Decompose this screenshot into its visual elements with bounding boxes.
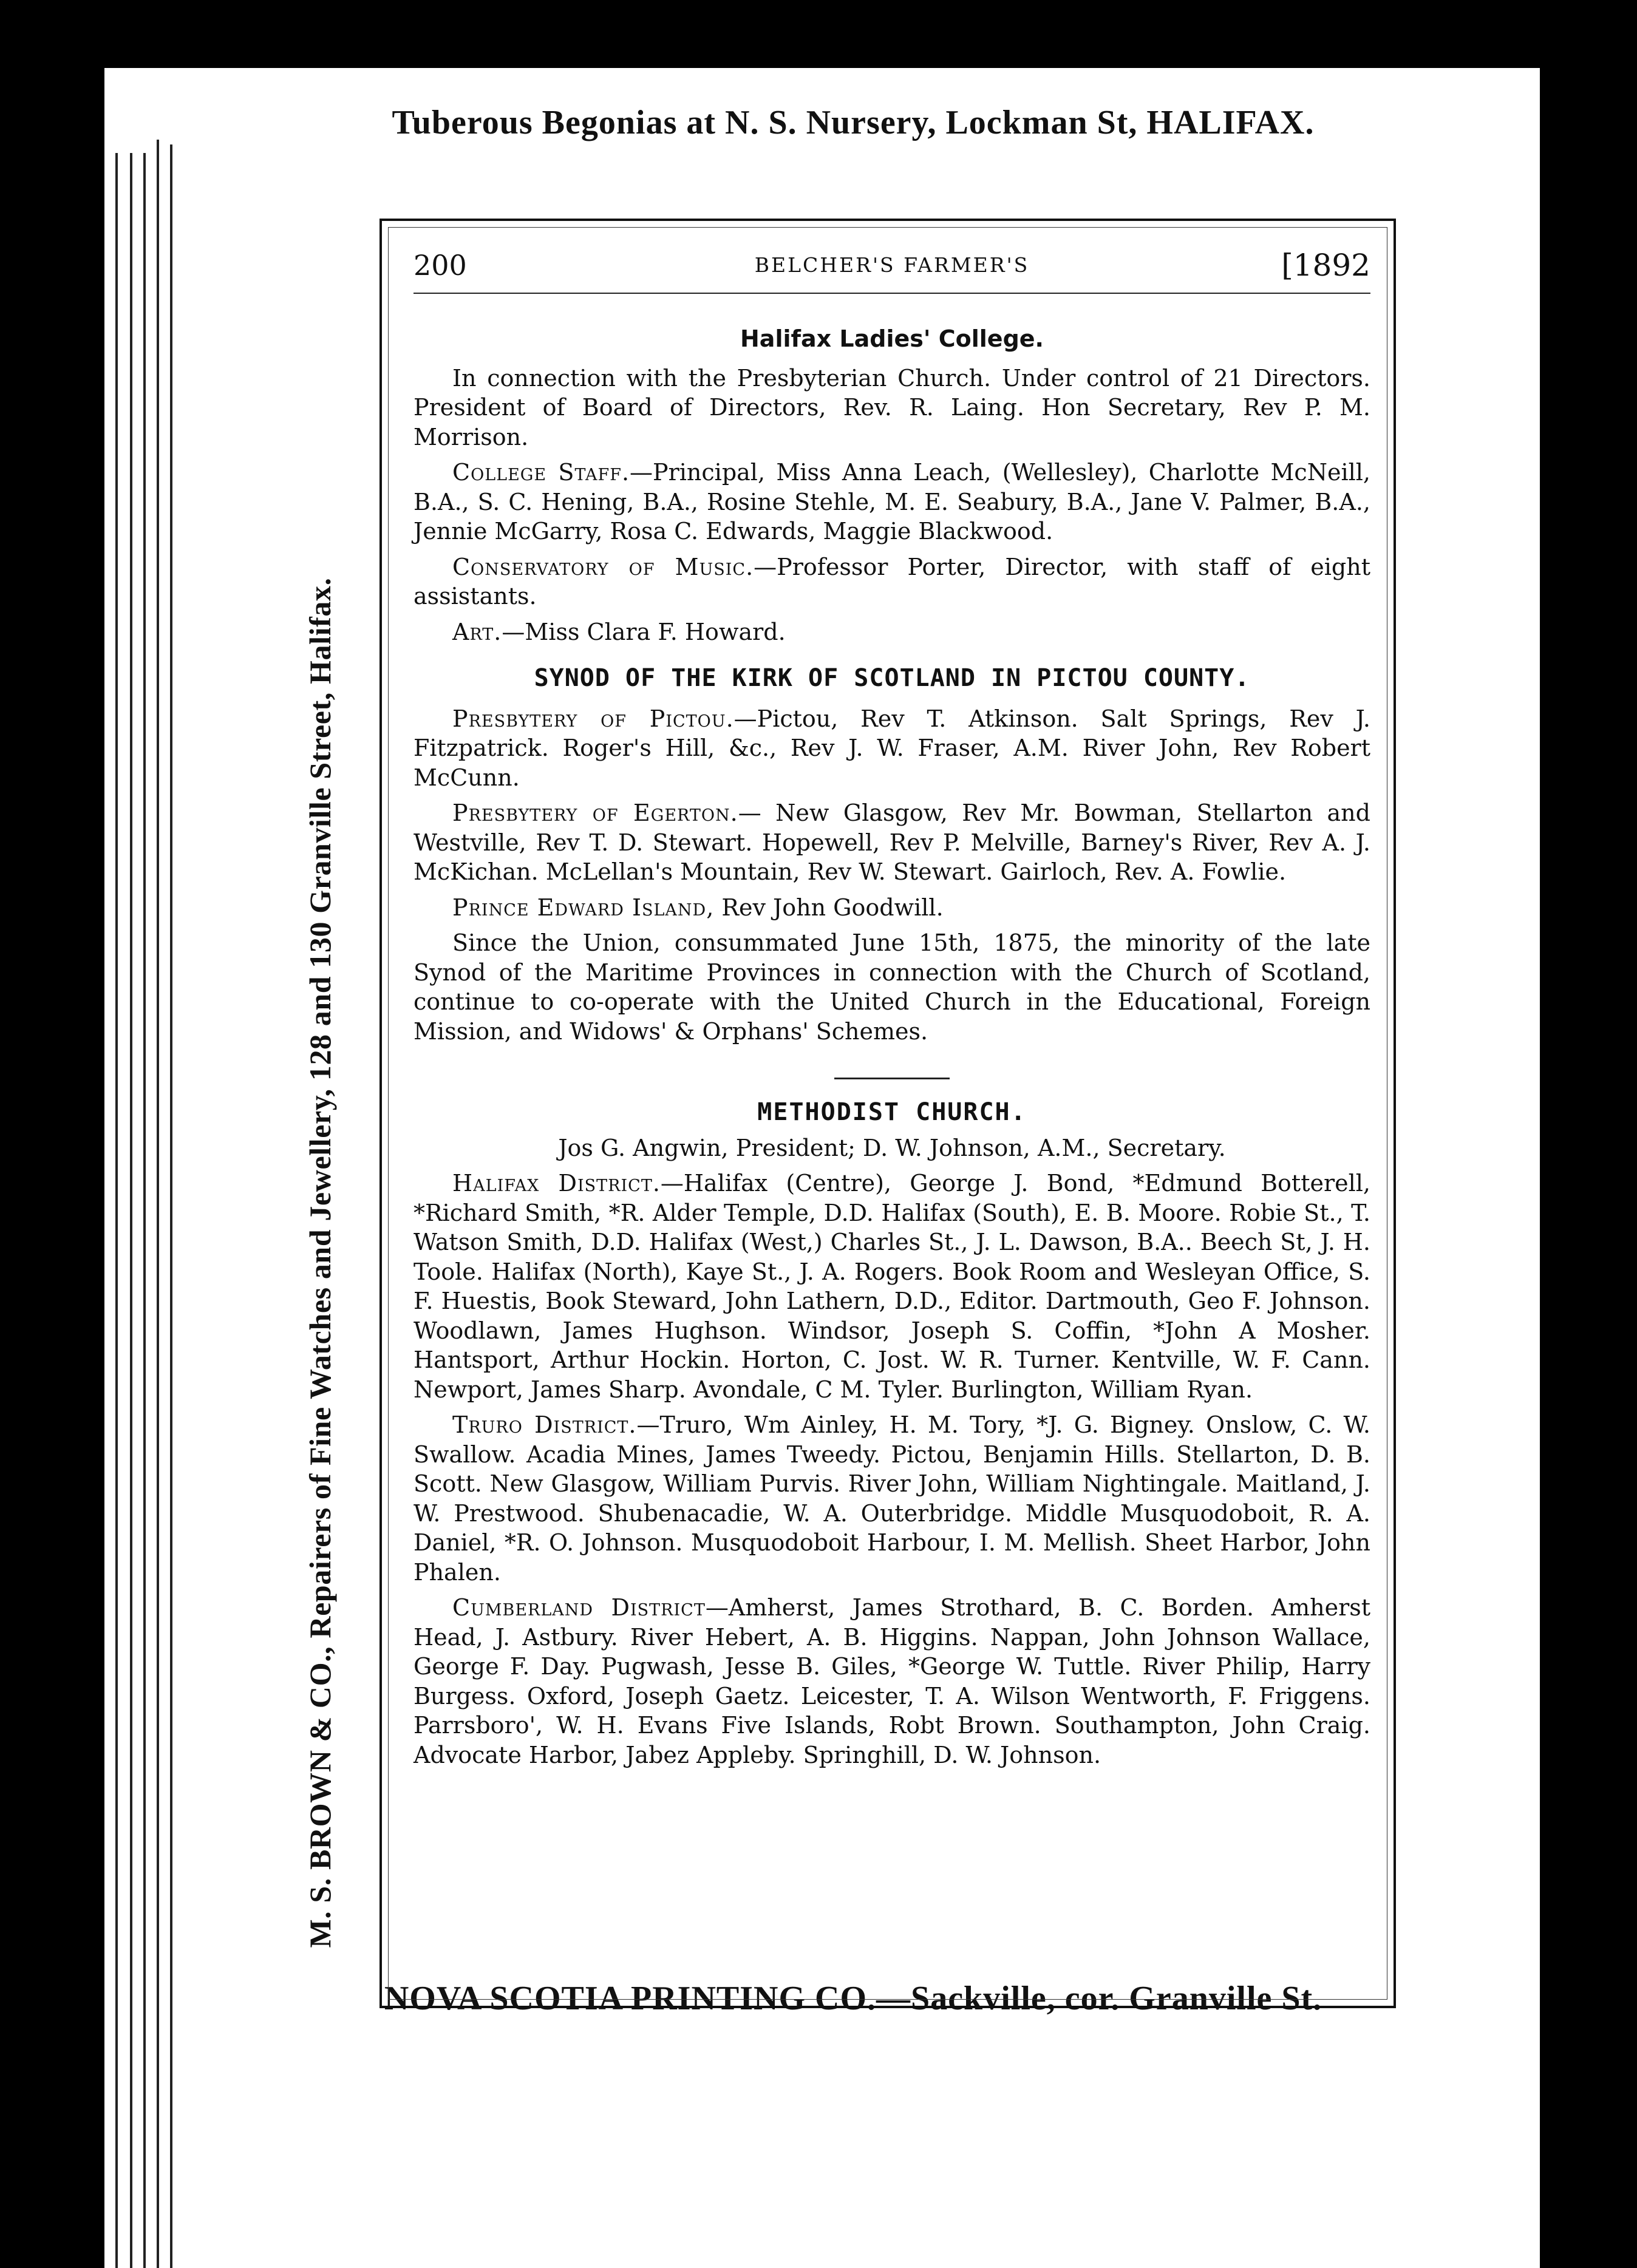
page-frame [379,219,1396,2008]
entry-label: Prince Edward Island, [452,894,715,921]
page-edge [143,153,146,2268]
page-edge [157,140,159,2268]
page-body [414,324,1370,1776]
synod-heading: SYNOD OF THE KIRK OF SCOTLAND IN PICTOU COUNTY. [534,664,1250,692]
entry-text: —Amherst, James Strothard, B. C. Borden. Amherst Head, J. Astbury. River Hebert, A. B. Higgins. Nappan, John Johnson Wallace, George F. Day. Pugwash, Jesse B. Giles, *George W. Tuttle. River Philip, Harry Burgess. Oxford, Joseph Gaetz. Leicester, T. A. Wilson Wentworth, F. Friggens. Parrsboro', W. H. Evans Five Islands, Robt Brown. Southampton, John Craig. Advocate Harbor, Jabez Appleby. Springhill, D. W. Johnson. [414,1594,1371,1768]
entry-text: — New Glasgow, Rev Mr. Bowman, Stellarton and Westville, Rev T. D. Stewart. Hopewell, Rev P. Melville, Barney's River, Rev A. J. McKichan. McLellan's Mountain, Rev W. Stewart. Gairloch, Rev. A. Fowlie. [414,800,1370,885]
entry-label: Halifax District. [452,1170,661,1197]
art [414,617,1370,647]
running-header [414,245,1370,285]
section-divider [834,1078,950,1079]
top-advertisement: Tuberous Begonias at N. S. Nursery, Lockman St, HALIFAX. [392,104,1315,141]
conservatory [414,552,1370,611]
entry-text: Rev John Goodwill. [714,894,944,921]
page-number: 200 [414,249,467,282]
union-note: Since the Union, consummated June 15th, 1875, the minority of the late Synod of the Maritime Provinces in connection with the Church of Scotland, continue to co-operate with the United Church in the Educational, Foreign Mission, and Widows' & Orphans' Schemes. [414,929,1370,1045]
entry-text: —Professor Porter, Director, with staff of eight assistants. [414,553,1371,609]
side-advertisement: M. S. BROWN & CO., Repairers of Fine Watches and Jewellery, 128 and 130 Granville Street, Halifax. [303,577,337,1948]
entry-label: Presbytery of Pictou. [452,705,734,732]
presbytery-pictou [414,704,1370,793]
page-edge [115,153,118,2268]
methodist-heading: METHODIST CHURCH. [757,1098,1027,1126]
entry-text: —Halifax (Centre), George J. Bond, *Edmund Botterell, *Richard Smith, *R. Alder Temple, D.D. Halifax (South), E. B. Moore. Robie St., T. Watson Smith, D.D. Halifax (West,) Charles St., J. L. Dawson, B.A.. Beech St, J. H. Toole. Halifax (North), Kaye St., J. A. Rogers. Book Room and Wesleyan Office, S. F. Huestis, Book Steward, John Lathern, D.D., Editor. Dartmouth, Geo F. Johnson. Woodlawn, James Hughson. Windsor, Joseph S. Coffin, *John A Mosher. Hantsport, Arthur Hockin. Horton, C. Jost. W. R. Turner. Kentville, W. F. Cann. Newport, James Sharp. Avondale, C M. Tyler. Burlington, William Ryan. [414,1170,1370,1403]
presbytery-egerton [414,798,1370,887]
halifax-district [414,1169,1370,1404]
truro-district [414,1410,1370,1587]
entry-label: Truro District. [452,1411,637,1438]
entry-text: —Pictou, Rev T. Atkinson. Salt Springs, Rev J. Fitzpatrick. Roger's Hill, &c., Rev J. W. Fraser, A.M. River John, Rev Robert McCunn. [414,705,1370,791]
cumberland-district [414,1593,1370,1770]
college-staff [414,458,1370,546]
entry-label: Presbytery of Egerton. [452,800,738,826]
entry-label: College Staff. [452,459,630,486]
header-rule [414,293,1370,294]
entry-text: —Principal, Miss Anna Leach, (Wellesley), Charlotte McNeill, B.A., S. C. Hening, B.A., Rosine Stehle, M. E. Seabury, B.A., Jane V. Palmer, B.A., Jennie McGarry, Rosa C. Edwards, Maggie Blackwood. [414,459,1370,545]
page-edge [170,144,172,2268]
college-intro: In connection with the Presbyterian Church. Under control of 21 Directors. President of Board of Directors, Rev. R. Laing. Hon Secretary, Rev P. M. Morrison. [414,364,1370,450]
entry-label: Art. [452,618,502,645]
page-edge [130,153,132,2268]
methodist-officers: Jos G. Angwin, President; D. W. Johnson, A.M., Secretary. [558,1134,1226,1161]
entry-text: —Truro, Wm Ainley, H. M. Tory, *J. G. Bigney. Onslow, C. W. Swallow. Acadia Mines, James Tweedy. Pictou, Benjamin Hills. Stellarton, D. B. Scott. New Glasgow, William Purvis. River John, William Nightingale. Maitland, J. W. Prestwood. Shubenacadie, W. A. Outerbridge. Middle Musquodoboit, R. A. Daniel, *R. O. Johnson. Musquodoboit Harbour, I. M. Mellish. Sheet Harbor, John Phalen. [414,1411,1370,1586]
entry-text: —Miss Clara F. Howard. [502,618,786,645]
running-title: BELCHER'S FARMER'S [754,253,1030,277]
college-heading: Halifax Ladies' College. [740,325,1044,352]
entry-label: Cumberland District [452,1594,706,1621]
prince-edward-island [414,893,1370,923]
entry-label: Conservatory of Music. [452,553,754,580]
year: [1892 [1281,248,1370,283]
bottom-advertisement: NOVA SCOTIA PRINTING CO.—Sackville, cor. Granville St. [384,1980,1322,2017]
